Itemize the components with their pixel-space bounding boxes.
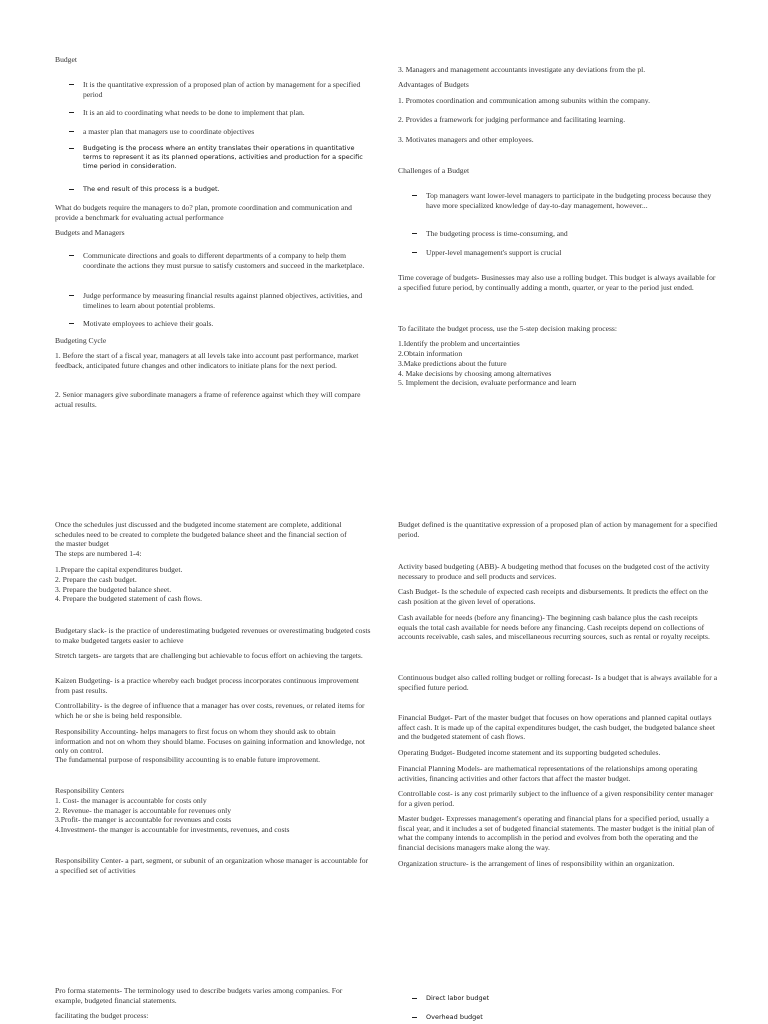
bullet-dash [69, 189, 74, 190]
controllable-cost: Controllable cost- is any cost primarily subject to the influence of a given responsibility center manager for a given period. [398, 789, 714, 808]
bullet-dash [69, 84, 74, 85]
activity-based-budgeting: Activity based budgeting (ABB)- A budgeting method that focuses on the budgeted cost of the activity necessary to produce and sell products and services. [398, 562, 710, 581]
cycle-title: Budgeting Cycle [55, 336, 107, 345]
managers-bullet-3: Motivate employees to achieve their goals. [83, 319, 214, 328]
schedule-step-3: 3. Prepare the budgeted balance sheet. [55, 585, 172, 594]
pro-forma-statements: Pro forma statements- The terminology used to describe budgets varies among companies. For example, budgeted financial statements. [55, 986, 343, 1005]
kaizen-budgeting: Kaizen Budgeting- is a practice whereby each budget process incorporates continuous improvement from past results. [55, 676, 359, 695]
budget-bullet-4: Budgeting is the process where an entity translates their operations in quantitative terms to represent it as its planned operations, activities and production for a specific time period in consideration. [83, 144, 363, 170]
cycle-step-3: 3. Managers and management accountants investigate any deviations from the pl. [398, 65, 646, 74]
resp-center-1: 1. Cost- the manager is accountable for costs only [55, 796, 207, 805]
responsibility-accounting: Responsibility Accounting- helps managers to first focus on whom they should ask to obtain information and not on whom they should blame. Focuses on gaining information and knowledge, not only on control. [55, 727, 366, 756]
cash-available: Cash available for needs (before any financing)- The beginning cash balance plus the cash receipts equals the total cash available for needs before any financing. Cash receipts depend on collections of accounts receivable, cash sales, and miscellaneous recurring sources, such as rental or royalty receipts. [398, 613, 710, 642]
advantage-1: 1. Promotes coordination and communication among subunits within the company. [398, 96, 650, 105]
budget-bullet-2: It is an aid to coordinating what needs to be done to implement that plan. [83, 108, 305, 117]
budget-defined: Budget defined is the quantitative expression of a proposed plan of action by management for a specified period. [398, 520, 718, 539]
bullet-dash [69, 148, 74, 149]
facilitating-label: facilitating the budget process: [55, 1011, 149, 1020]
resp-center-3: 3.Profit- the manger is accountable for revenues and costs [55, 815, 232, 824]
bullet-dash [412, 252, 417, 253]
budget-bullet-5: The end result of this process is a budget. [83, 185, 220, 193]
budgetary-slack: Budgetary slack- is the practice of underestimating budgeted revenues or overestimating budgeted costs to make budgeted targets easier to achieve [55, 626, 371, 645]
direct-labor-budget: Direct labor budget [426, 994, 490, 1002]
resp-center-4: 4.Investment- the manger is accountable for investments, revenues, and costs [55, 825, 290, 834]
resp-center-definition: Responsibility Center- a part, segment, or subunit of an organization whose manager is accountable for a specified set of activities [55, 856, 369, 875]
master-budget: Master budget- Expresses management's operating and financial plans for a specified period, usually a fiscal year, and it includes a set of budgeted financial statements. The master budget is the initial plan of what the company intends to accomplish in the period and evolves from both the operating and the financial decisions managers make along the way. [398, 814, 715, 852]
schedules-intro: Once the schedules just discussed and the budgeted income statement are complete, additional schedules need to be created to complete the budgeted balance sheet and the financial section of the master budget [55, 520, 347, 549]
organization-structure: Organization structure- is the arrangement of lines of responsibility within an organization. [398, 859, 675, 868]
resp-centers-title: Responsibility Centers [55, 786, 124, 795]
stretch-targets: Stretch targets- are targets that are challenging but achievable to focus effort on achieving the targets. [55, 651, 363, 660]
cycle-step-1: 1. Before the start of a fiscal year, managers at all levels take into account past performance, market feedback, anticipated future changes and other indicators to initiate plans for the next period. [55, 351, 359, 370]
decision-step-2: 2.Obtain information [398, 349, 463, 358]
schedules-steps-label: The steps are numbered 1-4: [55, 549, 142, 558]
bullet-dash [69, 131, 74, 132]
budget-bullet-3: a master plan that managers use to coordinate objectives [83, 127, 255, 136]
schedule-step-4: 4. Prepare the budgeted statement of cash flows. [55, 594, 202, 603]
decision-step-5: 5. Implement the decision, evaluate performance and learn [398, 378, 577, 387]
bullet-dash [412, 1017, 417, 1018]
challenges-title: Challenges of a Budget [398, 166, 470, 175]
bullet-dash [412, 998, 417, 999]
financial-planning-models: Financial Planning Models- are mathematical representations of the relationships among operating activities, financing activities and other factors that affect the master budget. [398, 764, 698, 783]
challenge-3: Upper-level management's support is crucial [426, 248, 562, 257]
time-coverage: Time coverage of budgets- Businesses may also use a rolling budget. This budget is always available for a specified future period, by continually adding a month, quarter, or year to the period just ended. [398, 273, 716, 292]
bullet-dash [69, 295, 74, 296]
schedule-step-1: 1.Prepare the capital expenditures budget. [55, 565, 183, 574]
financial-budget: Financial Budget- Part of the master budget that focuses on how operations and planned capital outlays affect cash. It is made up of the capital expenditures budget, the cash budget, the budgeted balance sheet and the budgeted statement of cash flows. [398, 713, 715, 742]
advantage-2: 2. Provides a framework for judging performance and facilitating learning. [398, 115, 626, 124]
decision-step-4: 4. Make decisions by choosing among alternatives [398, 369, 552, 378]
overhead-budget: Overhead budget [426, 1013, 483, 1021]
budgets-question: What do budgets require the managers to do? plan, promote coordination and communication and provide a benchmark for evaluating actual performance [55, 203, 352, 222]
managers-title: Budgets and Managers [55, 228, 125, 237]
bullet-dash [69, 255, 74, 256]
operating-budget: Operating Budget- Budgeted income statement and its supporting budgeted schedules. [398, 748, 661, 757]
decision-step-3: 3.Make predictions about the future [398, 359, 507, 368]
budget-title: Budget [55, 55, 77, 64]
bullet-dash [69, 112, 74, 113]
cycle-step-2: 2. Senior managers give subordinate managers a frame of reference against which they will compare actual results. [55, 390, 361, 409]
managers-bullet-2: Judge performance by measuring financial results against planned objectives, activities, and timelines to learn about potential problems. [83, 291, 363, 310]
decision-step-1: 1.Identify the problem and uncertainties [398, 339, 520, 348]
bullet-dash [69, 323, 74, 324]
challenge-1: Top managers want lower-level managers to participate in the budgeting process because they have more specialized knowledge of day-to-day management, however... [426, 191, 712, 210]
resp-center-2: 2. Revenue- the manager is accountable for revenues only [55, 806, 232, 815]
continuous-budget: Continuous budget also called rolling budget or rolling forecast- Is a budget that is always available for a specified future period. [398, 673, 718, 692]
budget-bullet-1: It is the quantitative expression of a proposed plan of action by management for a specified period [83, 80, 361, 99]
controllability: Controllability- is the degree of influence that a manager has over costs, revenues, or related items for which he or she is being held responsible. [55, 701, 365, 720]
responsibility-purpose: The fundamental purpose of responsibility accounting is to enable future improvement. [55, 755, 321, 764]
advantages-title: Advantages of Budgets [398, 80, 469, 89]
bullet-dash [412, 233, 417, 234]
schedule-step-2: 2. Prepare the cash budget. [55, 575, 137, 584]
decision-intro: To facilitate the budget process, use the 5-step decision making process: [398, 324, 617, 333]
managers-bullet-1: Communicate directions and goals to different departments of a company to help them coordinate the actions they must pursue to satisfy customers and succeed in the marketplace. [83, 251, 365, 270]
bullet-dash [412, 195, 417, 196]
advantage-3: 3. Motivates managers and other employees. [398, 135, 534, 144]
challenge-2: The budgeting process is time-consuming, and [426, 229, 568, 238]
cash-budget: Cash Budget- Is the schedule of expected cash receipts and disbursements. It predicts the effect on the cash position at the given level of operations. [398, 587, 709, 606]
